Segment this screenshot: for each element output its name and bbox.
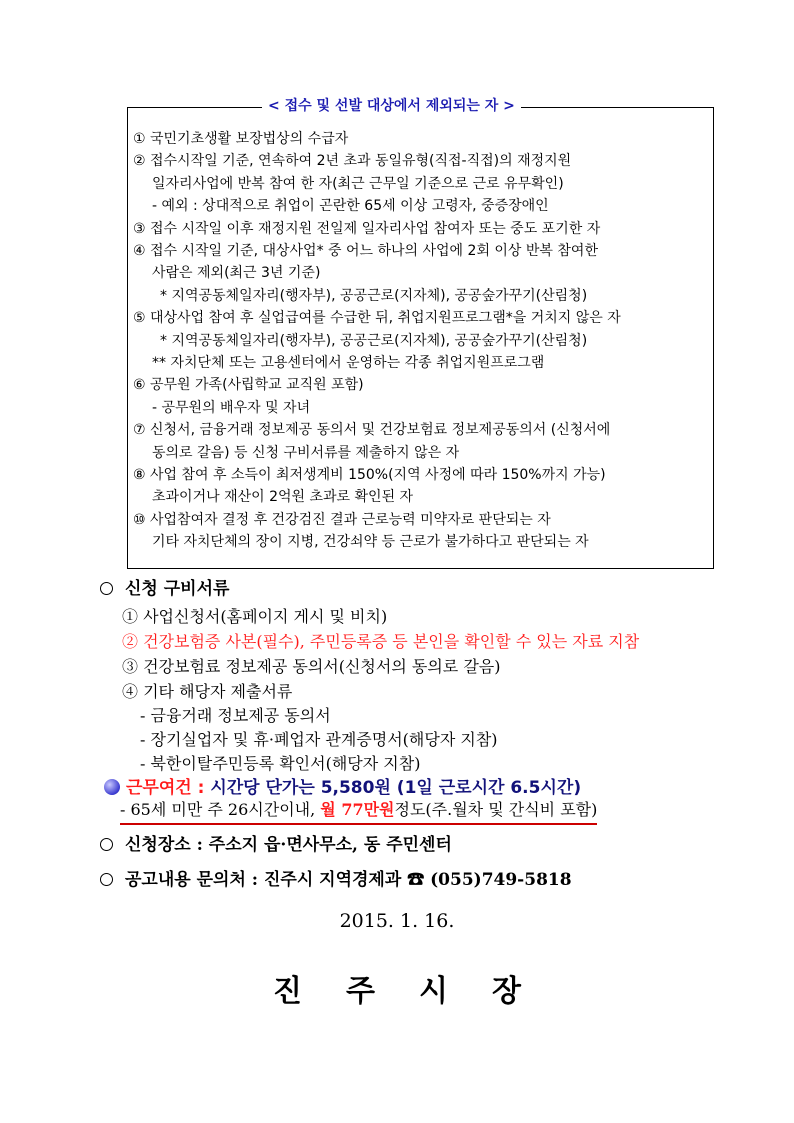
exclusion-box-title: < 접수 및 선발 대상에서 제외되는 자 > [262,97,521,115]
exclusion-item: ⑦ 신청서, 금융거래 정보제공 동의서 및 건강보험료 정보제공동의서 (신청서에 [133,422,611,438]
document-item: ③ 건강보험료 정보제공 동의서(신청서의 동의로 갈음) [122,657,501,676]
exclusion-item: * 지역공동체일자리(행자부), 공공근로(지자체), 공공숲가꾸기(산림청) [160,333,588,349]
work-conditions-text: 시간당 단가는 5,580원 (1일 근로시간 6.5시간) [210,778,582,798]
exclusion-item: * 지역공동체일자리(행자부), 공공근로(지자체), 공공숲가꾸기(산림청) [160,288,588,304]
work-conditions [104,776,581,800]
exclusion-item: ① 국민기초생활 보장법상의 수급자 [133,131,349,147]
circle-bullet-icon [100,873,113,886]
exclusion-item: - 예외 : 상대적으로 취업이 곤란한 65세 이상 고령자, 중증장애인 [152,198,549,214]
document-sub-item: - 금융거래 정보제공 동의서 [140,706,331,725]
document-item: ④ 기타 해당자 제출서류 [122,682,293,701]
sphere-bullet-icon [104,779,120,795]
exclusion-item: ** 자치단체 또는 고용센터에서 운영하는 각종 취업지원프로그램 [152,355,545,371]
exclusion-item: ⑩ 사업참여자 결정 후 건강검진 결과 근로능력 미약자로 판단되는 자 [133,512,551,528]
document-item: ② 건강보험증 사본(필수), 주민등록증 등 본인을 확인할 수 있는 자료 지참 [122,632,640,651]
exclusion-item: ⑧ 사업 참여 후 소득이 최저생계비 150%(지역 사정에 따라 150%까지 가능) [133,467,606,483]
notice-date: 2015. 1. 16. [339,910,455,932]
exclusion-item: 동의로 갈음) 등 신청 구비서류를 제출하지 않은 자 [152,445,460,461]
exclusion-item: ② 접수시작일 기준, 연속하여 2년 초과 동일유형(직접-직접)의 재정지원 [133,153,572,169]
work-conditions-detail: - 65세 미만 주 26시간이내, 월 77만원정도(주.월차 및 간식비 포함) [120,799,597,825]
monthly-pay-highlight: 월 77만원 [320,800,395,819]
documents-heading: 신청 구비서류 [100,578,229,600]
contact-info: 공고내용 문의처 : 진주시 지역경제과 ☎ (055)749-5818 [100,869,572,891]
work-conditions-label: 근무여건 : [126,778,205,798]
circle-bullet-icon [100,838,113,851]
exclusion-item: 초과이거나 재산이 2억원 초과로 확인된 자 [152,489,414,505]
circle-bullet-icon [100,582,113,595]
document-sub-item: - 북한이탈주민등록 확인서(해당자 지참) [140,754,421,773]
exclusion-item: 기타 자치단체의 장이 지병, 건강쇠약 등 근로가 불가하다고 판단되는 자 [152,534,589,550]
exclusion-item: ④ 접수 시작일 기준, 대상사업* 중 어느 하나의 사업에 2회 이상 반복 참여한 [133,243,598,259]
document-item: ① 사업신청서(홈페이지 게시 및 비치) [122,607,388,626]
exclusion-item: 사람은 제외(최근 3년 기준) [152,265,321,281]
application-place: 신청장소 : 주소지 읍·면사무소, 동 주민센터 [100,834,452,856]
phone-icon: ☎ [407,870,425,890]
document-sub-item: - 장기실업자 및 휴·폐업자 관계증명서(해당자 지참) [140,730,498,749]
phone-number: (055)749-5818 [430,870,572,890]
exclusion-item: ⑤ 대상사업 참여 후 실업급여를 수급한 뒤, 취업지원프로그램*을 거치지 않은 자 [133,310,621,326]
signer: 진주시장 [273,974,565,1009]
exclusion-item: ⑥ 공무원 가족(사립학교 교직원 포함) [133,377,364,393]
exclusion-item: - 공무원의 배우자 및 자녀 [152,400,311,416]
exclusion-item: ③ 접수 시작일 이후 재정지원 전일제 일자리사업 참여자 또는 중도 포기한 자 [133,221,601,237]
exclusion-item: 일자리사업에 반복 참여 한 자(최근 근무일 기준으로 근로 유무확인) [152,176,564,192]
